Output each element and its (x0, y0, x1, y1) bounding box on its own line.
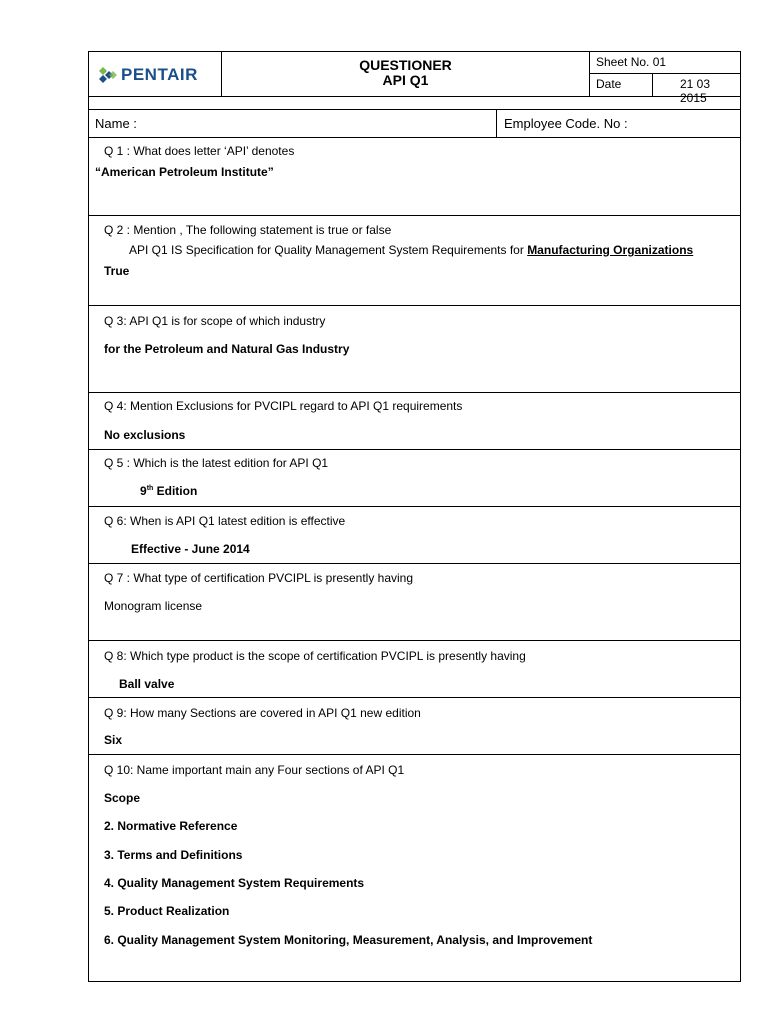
question-block-1 (89, 137, 740, 216)
date-label: Date (596, 77, 622, 91)
header-row (89, 52, 740, 105)
name-label: Name : (95, 116, 137, 131)
question-block-9 (89, 698, 740, 755)
question-text: Q 2 : Mention , The following statement is true or false (104, 223, 392, 237)
pentair-logo (97, 65, 198, 85)
question-block-7 (89, 564, 740, 641)
question-block-2 (89, 216, 740, 306)
sheet-number: Sheet No. 01 (596, 55, 667, 69)
meta-cell (590, 52, 740, 105)
list-item: 5. Product Realization (104, 904, 230, 918)
answer-text: No exclusions (104, 428, 186, 442)
question-text: Q 5 : Which is the latest edition for API Q1 (104, 456, 329, 470)
doc-subtitle: API Q1 (382, 72, 429, 88)
answer-text: True (104, 264, 130, 278)
question-block-10 (89, 755, 740, 981)
list-item: 4. Quality Management System Requirements (104, 876, 365, 890)
question-block-4 (89, 393, 740, 450)
employee-code-label: Employee Code. No : (504, 116, 628, 131)
question-text: Q 8: Which type product is the scope of certification PVCIPL is presently having (104, 649, 526, 663)
answer-text: “American Petroleum Institute” (95, 165, 274, 179)
list-item: 6. Quality Management System Monitoring, Measurement, Analysis, and Improvement (104, 933, 593, 947)
sheet-number-row (590, 52, 740, 74)
question-text: Q 6: When is API Q1 latest edition is effective (104, 514, 346, 528)
doc-title: QUESTIONER (359, 57, 452, 73)
list-item: Scope (104, 791, 141, 805)
date-value: 21 03 2015 (680, 77, 711, 105)
spacer-row (89, 97, 740, 110)
logo-cell (89, 52, 222, 96)
answer-text: Six (104, 733, 123, 747)
pentair-logo-icon (97, 66, 117, 84)
questionnaire-sheet (88, 51, 741, 982)
answer-text: Effective - June 2014 (131, 542, 250, 556)
answer-text: 9th Edition (140, 484, 198, 498)
question-text: Q 4: Mention Exclusions for PVCIPL regard to API Q1 requirements (104, 399, 463, 413)
statement-emphasis: Manufacturing Organizations (527, 243, 694, 257)
question-text: Q 10: Name important main any Four sections of API Q1 (104, 763, 405, 777)
question-text: Q 3: API Q1 is for scope of which industry (104, 314, 326, 328)
question-block-6 (89, 507, 740, 564)
date-row (590, 74, 740, 105)
question-block-8 (89, 641, 740, 698)
question-block-5 (89, 450, 740, 507)
list-item: 2. Normative Reference (104, 819, 238, 833)
statement-text: API Q1 IS Specification for Quality Management System Requirements for Manufacturing Organizations (129, 243, 694, 257)
name-row (89, 110, 740, 138)
question-text: Q 1 : What does letter ‘API’ denotes (104, 144, 295, 158)
answer-text: for the Petroleum and Natural Gas Industry (104, 342, 350, 356)
question-block-3 (89, 306, 740, 393)
answer-text: Ball valve (119, 677, 175, 691)
question-text: Q 9: How many Sections are covered in API Q1 new edition (104, 706, 421, 720)
answer-text: Monogram license (104, 599, 203, 613)
question-text: Q 7 : What type of certification PVCIPL is presently having (104, 571, 414, 585)
logo-text: PENTAIR (121, 65, 198, 84)
list-item: 3. Terms and Definitions (104, 848, 243, 862)
title-cell (222, 52, 590, 96)
